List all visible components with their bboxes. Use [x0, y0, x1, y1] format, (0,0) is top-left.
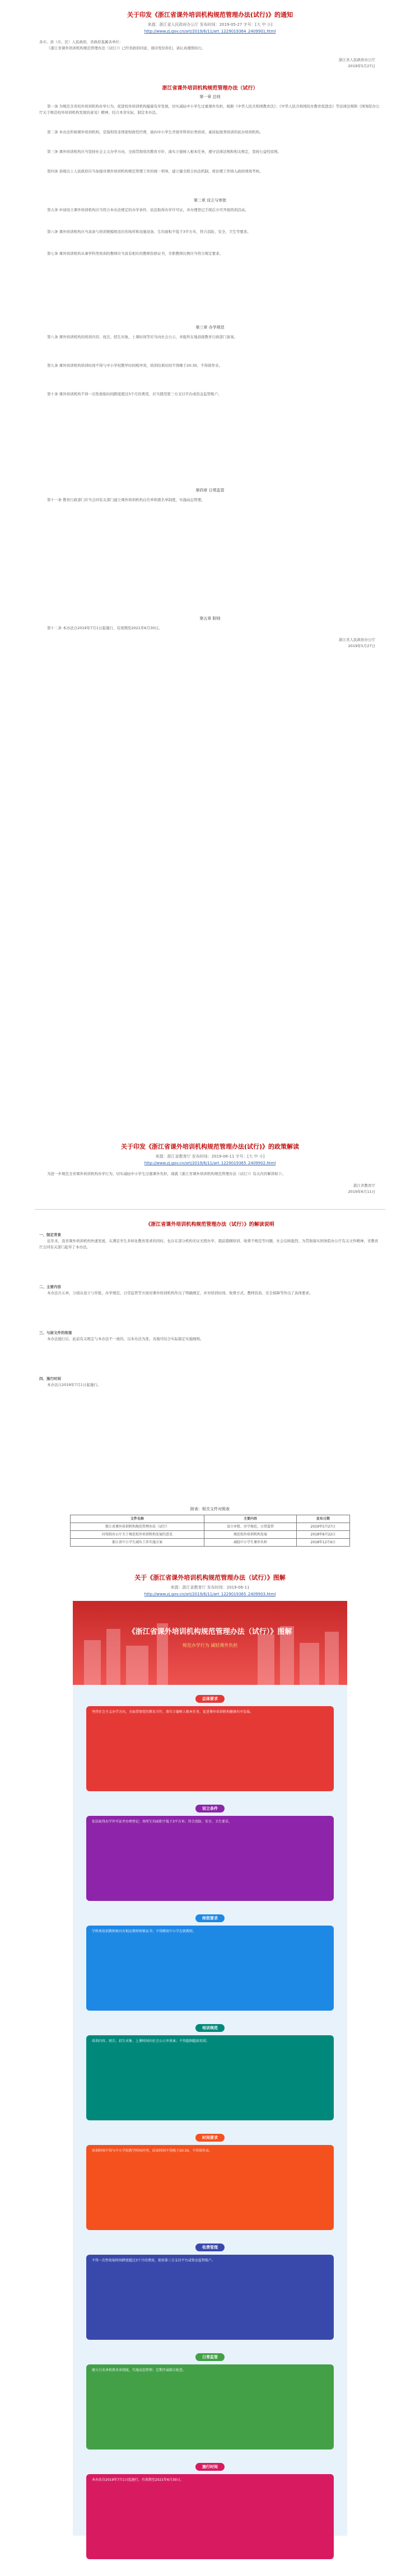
poster-notice-source: 来源：浙江省教育厅 发布时间：2019-06-11	[170, 1585, 250, 1590]
notice-1	[0, 10, 420, 69]
table-cell: 2018年8月22日	[296, 1531, 349, 1539]
table-caption: 附表：相关文件对照表	[190, 1507, 230, 1511]
poster-section-tag: 时间要求	[195, 2134, 225, 2142]
poster-section-tag: 设立条件	[195, 1805, 225, 1812]
comparison-table-block	[0, 1506, 420, 1547]
notice-1-lead: 各市、县（市、区）人民政府，省政府直属各单位：	[39, 40, 123, 44]
notice-1-title: 关于印发《浙江省课外培训机构规范管理办法(试行)》的通知	[127, 11, 293, 18]
reading-q3: 三、与原文件的衔接	[39, 1331, 72, 1335]
table-header: 主要内容	[204, 1515, 297, 1523]
rule-p12: 第十二条 本办法自2019年7月1日起施行，有效期至2021年6月30日。	[47, 626, 162, 630]
poster-notice	[0, 1573, 420, 1598]
rules	[0, 84, 420, 649]
poster-banner-subtitle: 规范办学行为 减轻课外负担	[182, 1643, 238, 1648]
notice-2-date: 2019年6月11日	[348, 1189, 375, 1194]
reading-q4: 四、施行时间	[39, 1376, 61, 1381]
poster-section-text: 本办法自2019年7月1日起施行，有效期至2021年6月30日。	[86, 2474, 334, 2559]
reading-a1: 近年来，我省课外培训机构快速发展，在满足学生多样化教育需求的同时，也存在部分机构无证无照办学、超前超纲培训、收费不规范等问题，社会反映强烈。为贯彻落实国务院办公厅有关文件精神，省教育厅会同有关部门起草了本办法。	[39, 1239, 379, 1249]
notice-2-source: 来源：浙江省教育厅 发布时间：2019-06-11 字号：[大 中 小]	[155, 1154, 265, 1159]
poster-section-text: 培训时间不得与中小学校教学时间冲突，结束时间不得晚于20:30，不得留作业。	[86, 2145, 334, 2230]
notice-1-link[interactable]: http://www.zj.gov.cn/art/2019/6/11/art_1229019364_2409901.html	[144, 29, 276, 34]
reading-a4: 本办法自2019年7月1日起施行。	[47, 1383, 101, 1387]
notice-2-issuer: 浙江省教育厅	[353, 1183, 375, 1188]
notice-2-lead: 为进一步规范全省课外培训机构办学行为，切实减轻中小学生过重课外负担，现就《浙江省课外培训机构规范管理办法（试行）》有关内容解读如下。	[47, 1172, 286, 1176]
rule-p3: 第三条 课外培训机构应当坚持社会主义办学方向，全面贯彻党的教育方针，落实立德树人根本任务，遵守法律法规和相关规定，坚持公益性原则。	[47, 149, 282, 154]
poster-notice-title: 关于《浙江省课外培训机构规范管理办法（试行）》图解	[134, 1574, 286, 1581]
comparison-table	[70, 1515, 350, 1547]
reading-q2: 二、主要内容	[39, 1285, 61, 1289]
reading-a3: 本办法施行后，此前有关规定与本办法不一致的，以本办法为准。各地可结合实际制定实施细则。	[47, 1337, 204, 1341]
rule-p6: 第六条 课外培训机构应当具备与培训规模相适应的场所和设施设备，生均面积不低于3平方米，符合消防、安全、卫生等要求。	[47, 230, 251, 234]
table-header: 文件名称	[71, 1515, 204, 1523]
notice-1-body: 《浙江省课外培训机构规范管理办法（试行）》已经省政府同意，现印发给你们，请认真遵照执行。	[47, 46, 206, 50]
table-cell: 减轻中小学生课外负担	[204, 1539, 297, 1547]
reading-a2: 本办法共五章，分别从设立与审批、办学规范、日常监管等方面对课外培训机构作出了明确规定，并对培训时间、收费方式、教师资质、安全保障等作出了具体要求。	[47, 1291, 313, 1295]
poster-notice-link[interactable]: http://www.zj.gov.cn/art/2019/6/11/art_1229019365_2409903.html	[144, 1592, 276, 1596]
rule-p7: 第七条 课外培训机构从事学科类培训的教师应当具有相应的教师资格证书，专职教师比例应当符合规定要求。	[47, 251, 223, 256]
rule-p4: 第四条 县级以上人民政府应当加强对课外培训机构规范管理工作的统一领导，建立健全联合执法机制，将治理工作纳入政府绩效考核。	[47, 169, 263, 174]
rule-p9: 第九条 课外培训机构培训时间不得与中小学校教学时间相冲突，培训结束时间不得晚于20:30，不得留作业。	[47, 363, 223, 368]
poster-banner	[73, 1601, 347, 1685]
table-cell: 2019年5月27日	[296, 1523, 349, 1531]
table-cell: 设立审批、办学规范、日常监管	[204, 1523, 297, 1531]
notice-1-source: 来源：浙江省人民政府办公厅 发布时间：2019-05-27 字号：[大 中 小]	[147, 22, 273, 27]
table-cell: 国务院办公厅关于规范校外培训机构发展的意见	[71, 1531, 204, 1539]
rule-p2: 第二条 本办法所称课外培训机构，是指利用非国家财政性经费，面向中小学生开展学科知识类培训、素质拓展类培训的民办培训机构。	[47, 130, 263, 134]
poster-section-tag: 收费管理	[195, 2244, 225, 2251]
poster-section-text: 依法取得办学许可证并办理登记；场所生均面积不低于3平方米；符合消防、安全、卫生要求。	[86, 1816, 334, 1901]
rules-title: 浙江省课外培训机构规范管理办法（试行）	[162, 86, 258, 91]
poster-section	[86, 2240, 334, 2340]
poster-section	[86, 1801, 334, 1901]
table-header: 发布日期	[296, 1515, 349, 1523]
poster-section	[86, 1692, 334, 1791]
poster-section-tag: 施行时间	[195, 2463, 225, 2471]
rule-p1: 第一条 为规范全省校外培训机构办学行为，促进校外培训机构健康有序发展，切实减轻中小学生过重课外负担，根据《中华人民共和国教育法》、《中华人民共和国民办教育促进法》等法律法规和《国务院办公厅关于规范校外培训机构发展的意见》精神，结合本省实际，制定本办法。	[39, 104, 380, 115]
poster-section-tag: 师资要求	[195, 1914, 225, 1922]
poster-section-tag: 培训规范	[195, 2024, 225, 2032]
rule-p11: 第十一条 教育行政部门应当会同有关部门建立课外培训机构白名单和黑名单制度，实施动态管理。	[47, 498, 205, 502]
reading-title: 《浙江省课外培训机构规范管理办法（试行）》的解读说明	[146, 1222, 274, 1228]
poster-section-text: 坚持社会主义办学方向，全面贯彻党的教育方针，落实立德树人根本任务，促进课外培训机构健康有序发展。	[86, 1706, 334, 1791]
poster-banner-title: 《浙江省课外培训机构规范管理办法（试行）》图解	[128, 1628, 292, 1636]
table-cell: 浙江省课外培训机构规范管理办法（试行）	[71, 1523, 204, 1531]
chapter-1: 第一章 总则	[199, 95, 221, 99]
reading	[0, 1220, 420, 1388]
rules-date: 2019年5月27日	[348, 644, 375, 648]
table-cell: 规范校外培训机构发展	[204, 1531, 297, 1539]
poster-section-text: 建立白名单和黑名单制度，实施动态管理；定期开展联合检查。	[86, 2364, 334, 2449]
notice-1-issuer: 浙江省人民政府办公厅	[339, 58, 375, 62]
poster-section-text: 学科类培训教师须具有相应教师资格证书；不得聘用中小学在职教师。	[86, 1926, 334, 2011]
table-row	[71, 1531, 350, 1539]
poster-section-tag: 日常监管	[195, 2353, 225, 2361]
reading-q1: 一、制定背景	[39, 1233, 61, 1237]
poster-section	[86, 2350, 334, 2449]
poster-section-text: 培训内容、班次、招生对象、上课时间向社会公示并备案；不得超纲超前培训。	[86, 2035, 334, 2120]
chapter-2: 第二章 设立与审批	[193, 198, 227, 203]
table-row	[71, 1539, 350, 1547]
rule-p10: 第十条 课外培训机构不得一次性收取时间跨度超过3个月的费用，应当使用第三方支付平台或资金监管账户。	[47, 392, 222, 396]
poster-sections	[73, 1685, 347, 2576]
poster-section	[86, 1911, 334, 2011]
table-cell: 浙江省中小学生减负工作实施方案	[71, 1539, 204, 1547]
chapter-3: 第三章 办学规范	[195, 325, 225, 330]
poster-section-tag: 总体要求	[195, 1695, 225, 1703]
poster-section-text: 不得一次性收取时间跨度超过3个月的费用，使用第三方支付平台或资金监管账户。	[86, 2255, 334, 2340]
table-cell: 2018年12月6日	[296, 1539, 349, 1547]
rule-p8: 第八条 课外培训机构的培训内容、班次、招生对象、上课时间等应当向社会公示，并报所在地县级教育行政部门备案。	[47, 335, 238, 339]
rules-issuer: 浙江省人民政府办公厅	[339, 638, 375, 642]
notice-2-title: 关于印发《浙江省课外培训机构规范管理办法(试行)》的政策解读	[120, 1143, 300, 1150]
notice-2-link[interactable]: http://www.zj.gov.cn/art/2019/6/11/art_1229019365_2409902.html	[144, 1161, 276, 1165]
table-row	[71, 1523, 350, 1531]
infographic-poster	[73, 1601, 347, 2536]
notice-1-date: 2019年5月27日	[348, 64, 375, 68]
poster-section	[86, 2130, 334, 2230]
chapter-4: 第四章 日常监管	[195, 488, 225, 493]
poster-section	[86, 2460, 334, 2559]
rule-p5: 第五条 申请设立课外培训机构应当符合本办法规定的办学条件，依法取得办学许可证，并办理登记手续后方可开展培训活动。	[47, 208, 249, 212]
chapter-5: 第五章 附则	[199, 616, 221, 621]
notice-2	[0, 1142, 420, 1195]
poster-section	[86, 2021, 334, 2120]
divider	[35, 1209, 385, 1210]
